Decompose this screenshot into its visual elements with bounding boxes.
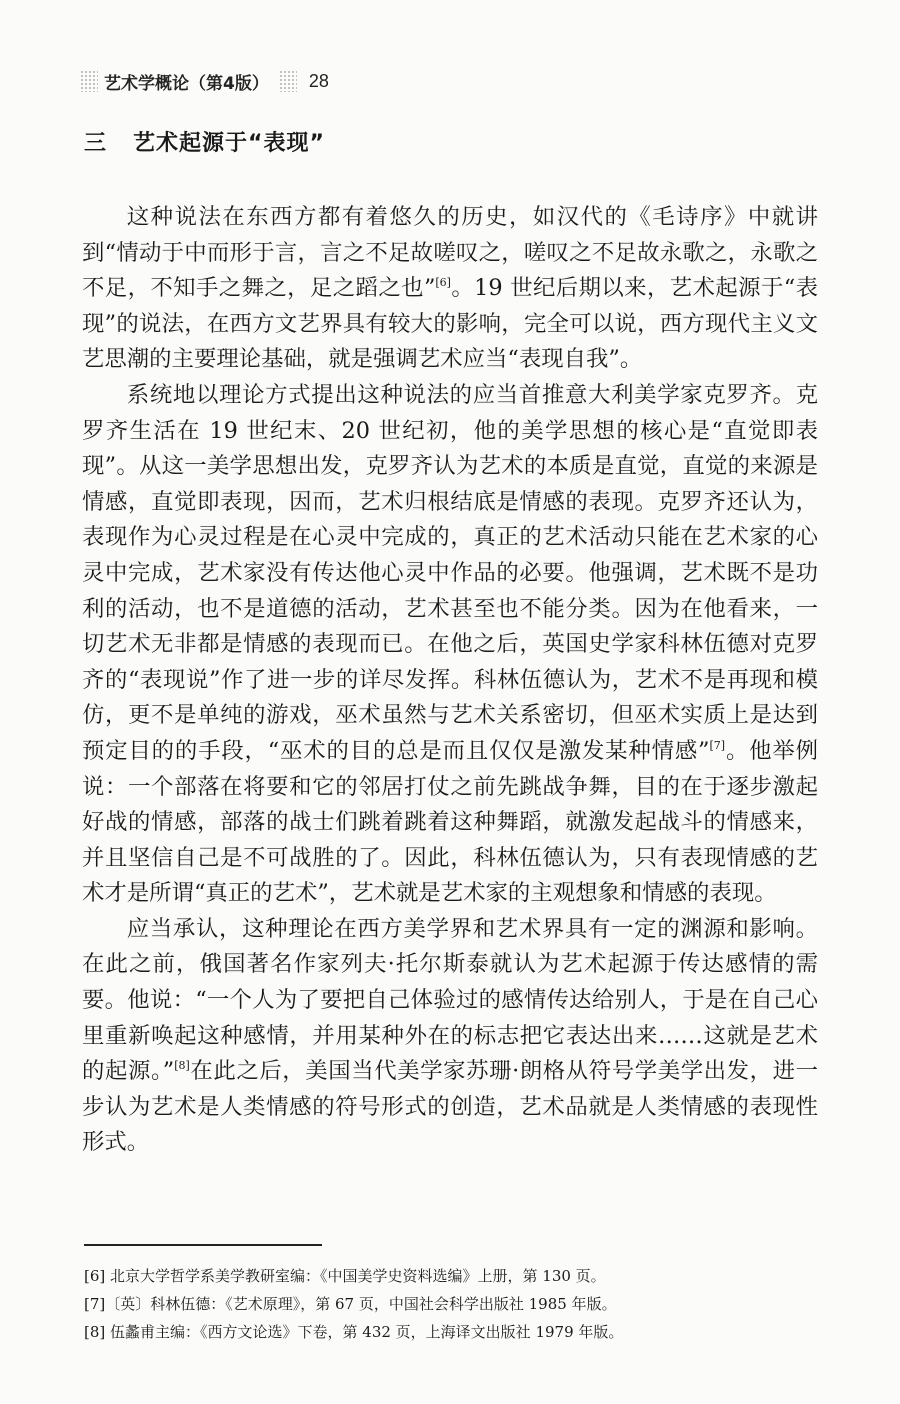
footnote: [7]〔英〕科林伍德：《艺术原理》，第 67 页，中国社会科学出版社 1985 年版。 — [84, 1295, 617, 1313]
footnotes — [84, 1262, 824, 1346]
paragraph — [82, 200, 818, 378]
footnote-ref: [7] — [709, 738, 726, 752]
paragraph-text: 。他举例说：一个部落在将要和它的邻居打仗之前先跳战争舞，目的在于逐步激起好战的情感，部落的战士们跳着跳着这种舞蹈，就激发起战斗的情感来，并且坚信自己是不可战胜的了。因此，科林伍德认为，只有表现情感的艺术才是所谓“真正的艺术”，艺术就是艺术家的主观想象和情感的表现。 — [82, 737, 818, 907]
footnote-ref: [6] — [435, 276, 451, 290]
section-heading — [84, 126, 325, 157]
paragraph-text: 在此之后，美国当代美学家苏珊·朗格从符号学美学出发，进一步认为艺术是人类情感的符号形式的创造，艺术品就是人类情感的表现性形式。 — [82, 1058, 819, 1156]
book-title: 艺术学概论（第4版） — [104, 73, 269, 94]
section-title: 艺术起源于“表现” — [133, 131, 325, 156]
paragraph-text: 系统地以理论方式提出这种说法的应当首推意大利美学家克罗齐。克罗齐生活在 19 世纪末、20 世纪初，他的美学思想的核心是“直觉即表现”。从这一美学思想出发，克罗齐认为艺术的本质是直觉，直觉的来源是情感，直觉即表现，因而，艺术归根结底是情感的表现。克罗齐还认为，表现作为心灵过程是在心灵中完成的，真正的艺术活动只能在艺术家的心灵中完成，艺术家没有传达他心灵中作品的必要。他强调，艺术既不是功利的活动，也不是道德的活动，艺术甚至也不能分类。因为在他看来，一切艺术无非都是情感的表现而已。在他之后，英国史学家科林伍德对克罗齐的“表现说”作了进一步的详尽发挥。科林伍德认为，艺术不是再现和模仿，更不是单纯的游戏，巫术虽然与艺术关系密切，但巫术实质上是达到预定目的的手段，“巫术的目的总是而且仅仅是激发某种情感” — [82, 381, 818, 764]
footnote-ref: [8] — [174, 1059, 190, 1073]
footnote: [6] 北京大学哲学系美学教研室编：《中国美学史资料选编》上册，第 130 页。 — [84, 1267, 606, 1285]
header-ornament-left — [80, 70, 98, 92]
paragraph — [82, 912, 818, 1161]
running-header — [80, 68, 329, 94]
paragraph-text: 这种说法在东西方都有着悠久的历史，如汉代的《毛诗序》中就讲到“情动于中而形于言，言之不足故嗟叹之，嗟叹之不足故永歌之，永歌之不足，不知手之舞之，足之蹈之也” — [82, 204, 818, 302]
page-number: 28 — [308, 70, 329, 91]
paragraph — [82, 378, 818, 912]
paragraph-text: 。19 世纪后期以来，艺术起源于“表现”的说法，在西方文艺界具有较大的影响，完全可以说，西方现代主义文艺思潮的主要理论基础，就是强调艺术应当“表现自我”。 — [82, 275, 818, 373]
paragraph-text: 应当承认，这种理论在西方美学界和艺术界具有一定的渊源和影响。在此之前，俄国著名作家列夫·托尔斯泰就认为艺术起源于传达感情的需要。他说：“一个人为了要把自己体验过的感情传达给别人，于是在自己心里重新唤起这种感情，并用某种外在的标志把它表达出来……这就是艺术的起源。” — [82, 915, 818, 1085]
section-number: 三 — [84, 131, 108, 156]
footnote-divider — [84, 1244, 322, 1246]
footnote: [8] 伍蠡甫主编：《西方文论选》下卷，第 432 页，上海译文出版社 1979 年版。 — [84, 1323, 624, 1341]
header-ornament-right — [279, 70, 297, 92]
body-text — [82, 200, 818, 1161]
